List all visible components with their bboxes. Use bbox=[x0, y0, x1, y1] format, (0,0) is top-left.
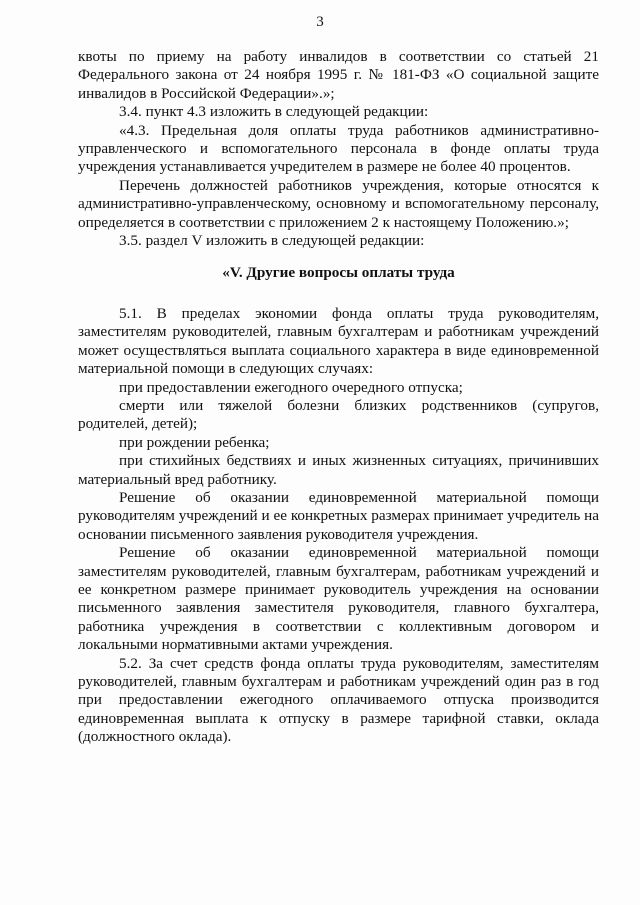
paragraph-decision-heads: Решение об оказании единовременной материальной помощи руководителям учреждений и ее конкретных размерах принимает учредитель на основании письменного заявления руководителя учреждения. bbox=[78, 488, 599, 543]
paragraph-item-5-1: 5.1. В пределах экономии фонда оплаты труда руководителям, заместителям руководителей, главным бухгалтерам и работникам учреждений может осуществляться выплата социального характера в виде единовременной материальной помощи в следующих случаях: bbox=[78, 304, 599, 378]
paragraph-item-3-4: 3.4. пункт 4.3 изложить в следующей редакции: bbox=[119, 103, 429, 121]
paragraph-item-3-5: 3.5. раздел V изложить в следующей редакции: bbox=[119, 232, 425, 250]
paragraph-decision-staff: Решение об оказании единовременной материальной помощи заместителям руководителей, главным бухгалтерам, работникам учреждений и ее конкретном размере принимает руководитель учреждения на основании письменного заявления заместителя руководителя, главного бухгалтера, работника учреждения в соответствии с коллективным договором и локальными нормативными актами учреждения. bbox=[78, 544, 599, 654]
list-item-vacation: при предоставлении ежегодного очередного отпуска; bbox=[119, 378, 463, 396]
document-body bbox=[78, 48, 599, 747]
paragraph-item-4-3: «4.3. Предельная доля оплаты труда работников административно-управленческого и вспомогательного персонала в фонде оплаты труда учреждения устанавливается учредителем в размере не более 40 процентов. bbox=[78, 121, 599, 176]
paragraph-item-5-2: 5.2. За счет средств фонда оплаты труда руководителям, заместителям руководителей, главным бухгалтерам и работникам учреждений один раз в год при предоставлении ежегодного оплачиваемого отпуска производится единовременная выплата к отпуску в размере тарифной ставки, оклада (должностного оклада). bbox=[78, 654, 599, 746]
paragraph-quota-continuation: квоты по приему на работу инвалидов в соответствии со статьей 21 Федерального закона от 24 ноября 1995 г. № 181-ФЗ «О социальной защите инвалидов в Российской Федерации».»; bbox=[78, 48, 599, 102]
list-item-childbirth: при рождении ребенка; bbox=[119, 433, 270, 451]
list-item-death-illness: смерти или тяжелой болезни близких родственников (супругов, родителей, детей); bbox=[78, 396, 599, 433]
list-item-disasters: при стихийных бедствиях и иных жизненных ситуациях, причинивших материальный вред работнику. bbox=[78, 452, 599, 488]
paragraph-positions-list: Перечень должностей работников учреждения, которые относятся к административно-управленческому, основному и вспомогательному персоналу, определяется в соответствии с приложением 2 к настоящему Положению.»; bbox=[78, 176, 599, 231]
section-heading: «V. Другие вопросы оплаты труда bbox=[222, 264, 455, 282]
page-number: 3 bbox=[316, 14, 324, 30]
